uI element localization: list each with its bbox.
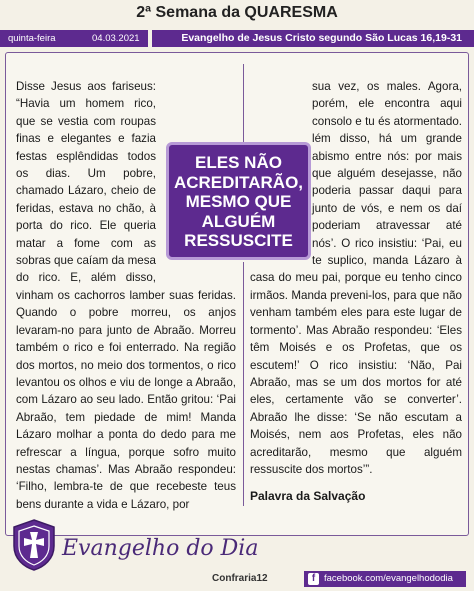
info-bar [0,30,474,47]
callout-line: ALGUÉM [201,211,276,231]
right-paragraph: sua vez, os males. Agora, porém, ele encontra aqui consolo e tu és atormentado. lém disso, há um grande abismo entre nós: por mais que alguém desejasse, não poderia passar daqui para junto de vós, e nem os daí poderiam atravessar até nós’. O rico insistiu: ‘Pai, eu te suplico, manda Lázaro à casa do meu pai, porque eu tenho cinco irmãos. Manda preveni-los, para que não venham também eles para este lugar de tormento’. Mas Abraão respondeu: ‘Eles têm Moisés e os Profetas, que os escutem!’ O rico insistiu: ‘Não, Pai Abraão, mas se um dos mortos for até eles, certamente vão se converter’. Abraão lhe disse: ‘Se não escutam a Moisés, nem aos Profetas, eles não acreditarão, mesmo que alguém ressuscite dos mortos’”. [250,80,462,476]
headline-callout [166,142,311,260]
callout-line: ACREDITARÃO, [173,172,304,192]
page-title: 2ª Semana da QUARESMA [136,4,338,21]
callout-line: MESMO QUE [185,192,292,211]
column-divider-bottom [243,262,244,506]
confraria-label: Confraria12 [212,573,268,584]
left-paragraph: Disse Jesus aos fariseus: “Havia um homem rico, que se vestia com roupas finas e elegantes e fazia festas esplêndidas todos os dias. Um pobre, chamado Lázaro, cheio de feridas, estava no chão, à porta do rico. Ele queria matar a fome com as sobras que caíam da mesa do rico. E, além disso, vinham os cachorros lamber suas feridas. Quando o pobre morreu, os anjos levaram-no para junto de Abraão. Morreu também o rico e foi enterrado. Na região dos mortos, no meio dos tormentos, o rico levantou os olhos e viu de longe a Abraão, com Lázaro ao seu lado. Então gritou: ‘Pai Abraão, tem piedade de mim! Manda Lázaro molhar a ponta do dedo para me refrescar a língua, porque sofro muito nestas chamas’. Mas Abraão respondeu: ‘Filho, lembra-te de que recebeste teus bens durante a vida e Lázaro, por [16,80,236,511]
facebook-icon: f [308,573,319,585]
bar-separator [148,30,152,47]
gospel-reference: Evangelho de Jesus Cristo segundo São Lucas 16,19-31 [181,32,462,44]
date: 04.03.2021 [92,33,140,44]
closing-phrase: Palavra da Salvação [250,489,366,504]
callout-line: RESSUSCITE [184,231,293,250]
callout-line: ELES NÃO [195,153,282,172]
facebook-link[interactable] [304,571,466,587]
weekday: quinta-feira [8,33,56,44]
logo-text: Evangelho do Dia [62,536,259,561]
facebook-url: facebook.com/evangelhododia [324,573,453,584]
shield-cross-icon [12,518,56,572]
